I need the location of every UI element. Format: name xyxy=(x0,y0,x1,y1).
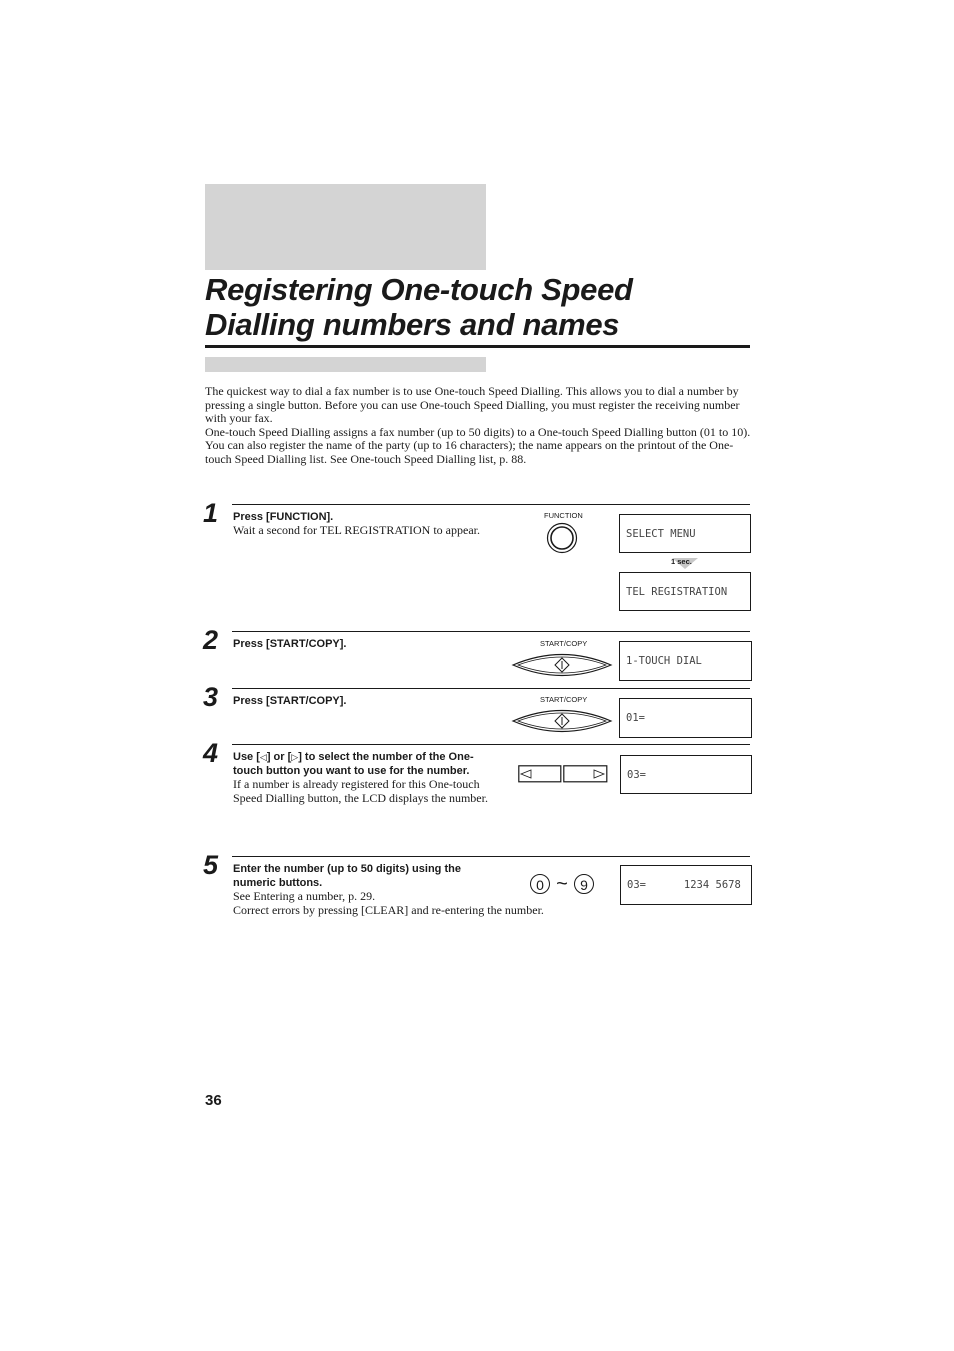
step-3-number: 3 xyxy=(203,682,219,712)
function-button-label: FUNCTION xyxy=(544,511,583,520)
start-copy-button-icon[interactable] xyxy=(511,706,613,736)
right-arrow-button-icon[interactable] xyxy=(563,765,608,783)
step-5-number: 5 xyxy=(203,850,219,880)
title-line-1: Registering One-touch Speed xyxy=(205,272,633,307)
step-4-instruction xyxy=(233,750,488,778)
subtitle-gray-bar xyxy=(205,357,486,372)
step-5-instruction: Enter the number (up to 50 digits) using the numeric buttons. xyxy=(233,863,461,889)
header-gray-block xyxy=(205,184,486,270)
right-arrow-glyph: ▷ xyxy=(291,752,299,762)
delay-label: 1 sec. xyxy=(671,557,692,566)
start-copy-button-label: START/COPY xyxy=(540,639,588,648)
step-2-lcd: 1-TOUCH DIAL xyxy=(619,641,752,681)
step-1-detail: Wait a second for TEL REGISTRATION to appear. xyxy=(233,523,480,537)
step-4-lcd: 03= xyxy=(620,755,752,794)
key-0-icon: 0 xyxy=(530,874,550,894)
step-3-lcd: 01= xyxy=(619,698,752,738)
step-1-rule xyxy=(232,504,750,505)
step-4-instruction-part-c: ] to select the number of the One-touch button you want to use for the number. xyxy=(233,751,474,777)
numeric-keys-icon[interactable] xyxy=(530,873,598,895)
step-5-rule xyxy=(232,856,750,857)
step-1-lcd-select-menu: SELECT MENU xyxy=(619,514,751,553)
step-5-detail-1: See Entering a number, p. 29. xyxy=(233,889,376,903)
step-4-number: 4 xyxy=(203,738,219,768)
step-2-rule xyxy=(232,631,750,632)
step-3-rule xyxy=(232,688,750,689)
step-3-text xyxy=(233,694,488,708)
intro-paragraph-1: The quickest way to dial a fax number is to use One-touch Speed Dialling. This allows you to dial a number by pressing a single button. Before you can use One-touch Speed Dialling, you must register the receiving number with your fax. xyxy=(205,384,740,426)
start-copy-button-label: START/COPY xyxy=(540,695,588,704)
step-4-instruction-part-a: Use [ xyxy=(233,751,260,763)
key-9-icon: 9 xyxy=(574,874,594,894)
step-3-instruction: Press [START/COPY]. xyxy=(233,695,347,707)
start-copy-button-icon[interactable] xyxy=(511,650,613,680)
intro-paragraph-3: You can also register the name of the party (up to 16 characters); the name appears on the printout of the One-touch Speed Dialling list. See One-touch Speed Dialling list, p. 88. xyxy=(205,438,734,466)
page-title xyxy=(205,272,765,342)
step-2-text xyxy=(233,637,488,651)
step-4-text xyxy=(233,750,488,805)
left-arrow-button-icon[interactable] xyxy=(518,765,562,783)
step-4-rule xyxy=(232,744,750,745)
step-1-number: 1 xyxy=(203,498,219,528)
intro-paragraph-2: One-touch Speed Dialling assigns a fax number (up to 50 digits) to a One-touch Speed Dialling button (01 to 10). xyxy=(205,424,751,439)
step-2-number: 2 xyxy=(203,625,219,655)
step-4-detail: If a number is already registered for this One-touch Speed Dialling button, the LCD displays the number. xyxy=(233,777,488,805)
function-button-icon[interactable] xyxy=(546,522,578,554)
step-5-detail-2: Correct errors by pressing [CLEAR] and re-entering the number. xyxy=(233,902,544,917)
step-1-lcd-tel-registration: TEL REGISTRATION xyxy=(619,572,751,611)
title-rule xyxy=(205,345,750,348)
step-5-lcd: 03= 1234 5678 xyxy=(620,865,752,905)
step-4-instruction-part-b: ] or [ xyxy=(266,751,292,763)
title-line-2: Dialling numbers and names xyxy=(205,307,620,342)
step-1-text xyxy=(233,510,488,538)
tilde-icon: ~ xyxy=(556,873,568,895)
intro-text xyxy=(205,385,753,467)
left-arrow-glyph: ◁ xyxy=(259,752,267,762)
step-1-instruction: Press [FUNCTION]. xyxy=(233,511,334,523)
step-2-instruction: Press [START/COPY]. xyxy=(233,638,347,650)
page-number: 36 xyxy=(205,1092,222,1109)
